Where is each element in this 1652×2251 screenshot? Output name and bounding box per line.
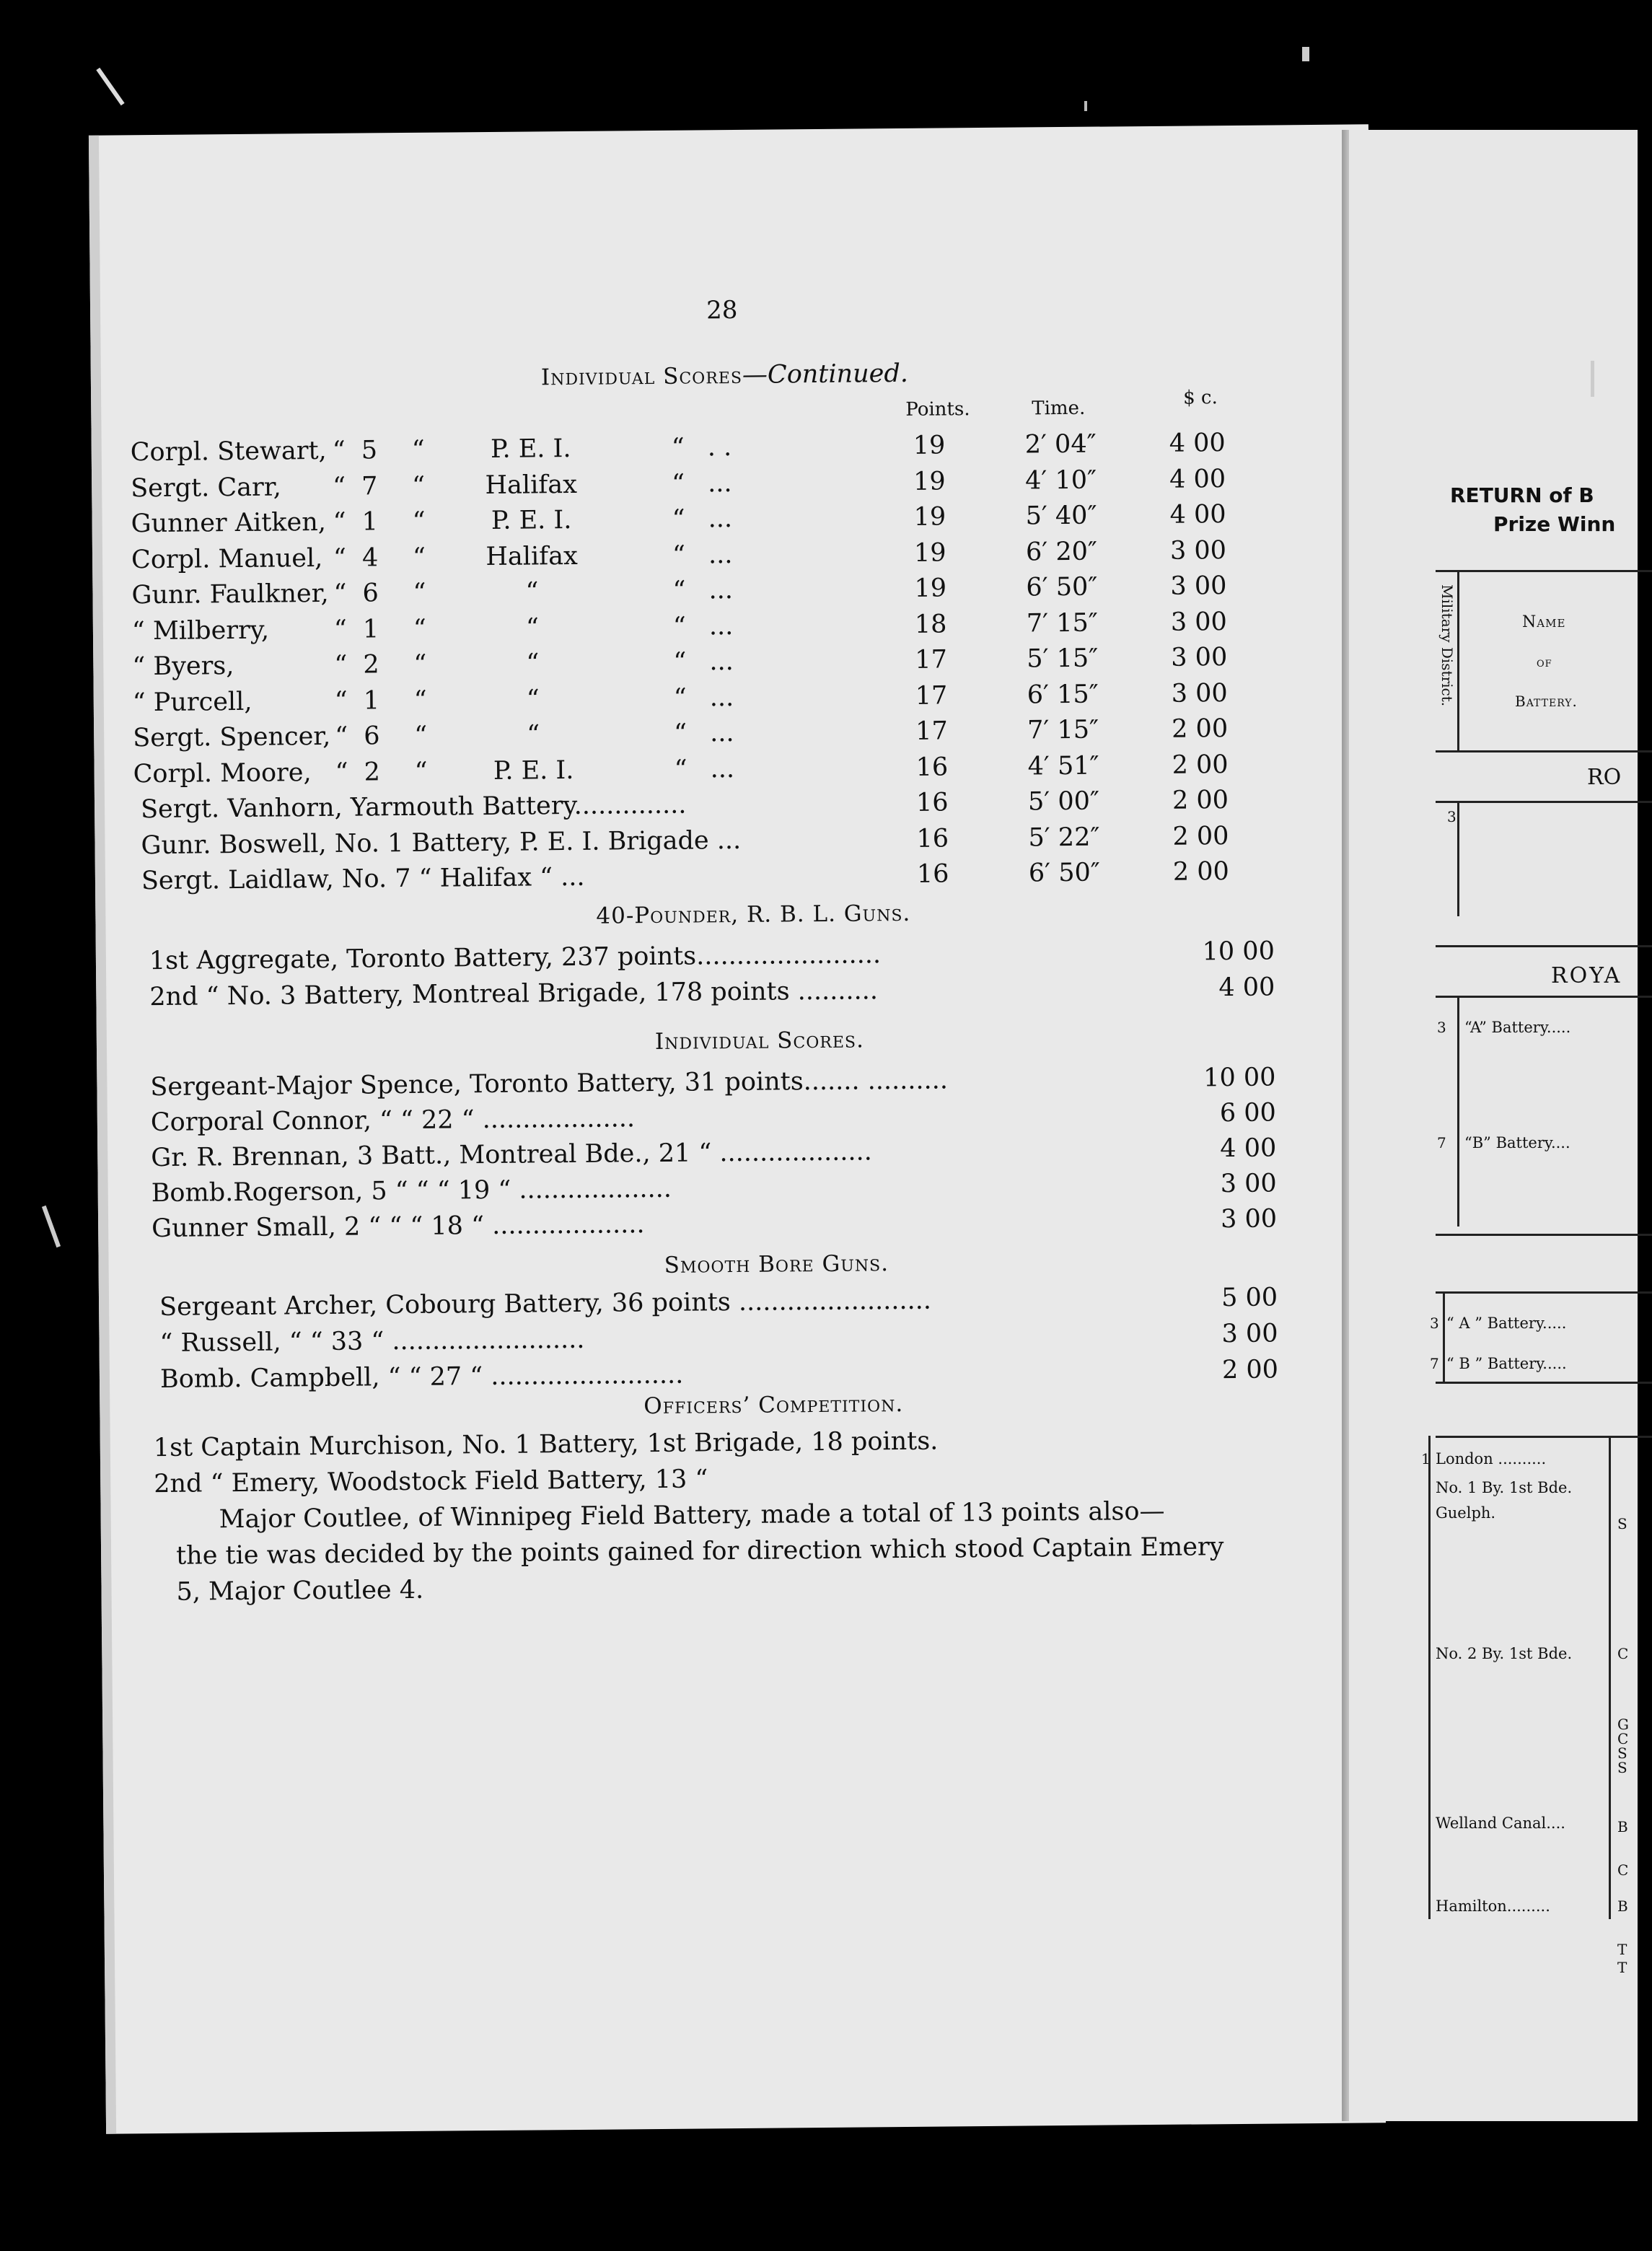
- row-time: 5′ 22″: [1028, 822, 1100, 852]
- prize-row: [109, 1283, 1335, 1326]
- row-time: 6′ 15″: [1027, 680, 1099, 709]
- row-prize: 2 00: [1172, 821, 1229, 851]
- row-battery-number: 4: [361, 543, 379, 573]
- smooth-heading: Smooth Bore Guns.: [664, 1250, 889, 1278]
- section-roya: ROYA: [1551, 963, 1622, 988]
- edge-letter: C: [1617, 1730, 1629, 1747]
- dollars-column-header: $ c.: [1183, 387, 1218, 409]
- table-top-rule: [1436, 570, 1652, 572]
- left-page: [89, 124, 1386, 2133]
- right-row-label: Welland Canal....: [1436, 1815, 1565, 1832]
- row-prize: 4 00: [1220, 1133, 1277, 1164]
- ditto-mark: “: [334, 650, 348, 680]
- row-place: “: [526, 684, 540, 714]
- right-row: [1349, 1450, 1638, 1472]
- right-row-num: 3: [1430, 1315, 1439, 1332]
- ditto-mark: “: [333, 472, 346, 501]
- row-points: 19: [913, 431, 946, 460]
- ditto-mark: “: [414, 757, 428, 786]
- row-name: Corpl. Stewart,: [130, 436, 327, 468]
- row-text: Gunner Small, 2 “ “ “ 18 “ ...................: [151, 1210, 645, 1244]
- scratch-mark: [42, 1206, 61, 1247]
- row-place: P. E. I.: [493, 755, 574, 786]
- row-points: 16: [916, 823, 949, 854]
- row-prize: 3 00: [1171, 643, 1228, 672]
- right-row-label: “A” Battery.....: [1464, 1019, 1571, 1036]
- right-row-num: 1: [1421, 1450, 1431, 1467]
- row-battery-number: 5: [361, 436, 378, 465]
- ditto-mark: “: [335, 758, 348, 787]
- page-number: 28: [706, 295, 738, 325]
- edge-letter: G: [1617, 1716, 1629, 1733]
- scratch-mark: [1591, 361, 1594, 397]
- right-row-label: Hamilton.........: [1436, 1897, 1550, 1915]
- ditto-mark: “: [333, 615, 348, 644]
- right-row-label: “ B ” Battery.....: [1446, 1355, 1567, 1372]
- ditto-mark: “: [334, 686, 348, 716]
- row-battery-number: 1: [362, 614, 379, 644]
- score-row: [105, 856, 1332, 900]
- row-prize: 2 00: [1221, 1355, 1279, 1385]
- officers-line-1: 1st Captain Murchison, No. 1 Battery, 1st Brigade, 18 points.: [153, 1426, 939, 1463]
- right-row-label: No. 2 By. 1st Bde.: [1436, 1645, 1573, 1662]
- section-heading: [541, 359, 908, 391]
- edge-letter: B: [1617, 1897, 1628, 1915]
- right-row-label: No. 1 By. 1st Bde.: [1436, 1479, 1573, 1496]
- row-prize: 4 00: [1169, 429, 1226, 458]
- row-time: 4′ 51″: [1027, 751, 1099, 781]
- leader-dots: ...: [709, 647, 734, 677]
- row-points: 19: [913, 537, 946, 568]
- row-prize: 4 00: [1169, 464, 1226, 494]
- row-text: Corporal Connor, “ “ 22 “ ...................: [150, 1104, 636, 1138]
- leader-dots: ...: [708, 576, 734, 605]
- row-prize: 3 00: [1169, 535, 1227, 566]
- scratch-mark: [1302, 47, 1309, 61]
- name-header-2: of: [1537, 655, 1552, 670]
- officers-heading: Officers’ Competition.: [643, 1391, 904, 1420]
- row-points: 19: [913, 502, 946, 532]
- edge-letter: S: [1617, 1745, 1627, 1762]
- leader-dots: ...: [709, 683, 734, 712]
- officers-para-2: the tie was decided by the points gained for direction which stood Captain Emery: [175, 1532, 1224, 1571]
- right-page: [1349, 130, 1638, 2121]
- row-battery-number: 2: [363, 650, 379, 680]
- edge-letter: C: [1617, 1861, 1629, 1879]
- right-row: [1349, 1815, 1638, 1836]
- section-ro-num: 3: [1447, 808, 1457, 825]
- row-prize: 6 00: [1219, 1098, 1277, 1128]
- row-text: 2nd “ No. 3 Battery, Montreal Brigade, 178 points ..........: [149, 976, 879, 1012]
- row-time: 5′ 15″: [1027, 644, 1099, 674]
- ditto-mark: “: [673, 683, 687, 713]
- ditto-mark: “: [413, 578, 426, 607]
- row-prize: 4 00: [1218, 973, 1275, 1003]
- row-place: P. E. I.: [490, 434, 571, 464]
- row-battery-number: 6: [364, 721, 380, 751]
- right-row: [1349, 1897, 1638, 1919]
- ditto-mark: “: [672, 576, 686, 605]
- row-prize: 2 00: [1172, 750, 1229, 780]
- ditto-mark: “: [674, 719, 687, 748]
- prize-row: [110, 1355, 1336, 1398]
- edge-letter: B: [1617, 1818, 1628, 1835]
- right-row-label: London ..........: [1436, 1450, 1547, 1467]
- md-column-rule: [1457, 570, 1459, 750]
- rule-v-1: [1457, 801, 1459, 916]
- military-district-header: Military District.: [1438, 584, 1456, 707]
- row-prize: 2 00: [1172, 857, 1230, 887]
- points-column-header: Points.: [905, 398, 970, 421]
- row-time: 5′ 00″: [1027, 786, 1100, 817]
- heading-main: Individual Scores: [540, 362, 743, 391]
- ditto-mark: “: [413, 685, 427, 715]
- right-row-label: Guelph.: [1436, 1504, 1496, 1522]
- ditto-mark: “: [335, 721, 348, 751]
- ditto-mark: “: [333, 507, 346, 537]
- row-text: Sergeant-Major Spence, Toronto Battery, 31 points....... ..........: [150, 1066, 949, 1102]
- leader-dots: ...: [708, 504, 733, 534]
- row-name: “ Purcell,: [132, 687, 252, 717]
- ditto-mark: “: [672, 504, 685, 534]
- row-name: Sergt. Carr,: [131, 472, 281, 503]
- rule-2: [1436, 945, 1652, 947]
- row-text: Sergt. Laidlaw, No. 7 “ Halifax “ ...: [141, 862, 585, 896]
- ditto-mark: “: [333, 543, 347, 573]
- row-prize: 3 00: [1221, 1204, 1278, 1234]
- officers-line-2: 2nd “ Emery, Woodstock Field Battery, 13 “: [154, 1465, 708, 1499]
- row-text: Bomb.Rogerson, 5 “ “ “ 19 “ ...................: [151, 1174, 672, 1208]
- officers-para-3: 5, Major Coutlee 4.: [176, 1575, 424, 1607]
- time-column-header: Time.: [1032, 397, 1086, 420]
- leader-dots: ...: [710, 719, 734, 748]
- row-time: 6′ 50″: [1026, 572, 1098, 602]
- row-prize: 5 00: [1221, 1283, 1278, 1313]
- rule-3: [1436, 996, 1652, 998]
- row-time: 7′ 15″: [1027, 715, 1099, 745]
- right-row: [1349, 1315, 1638, 1336]
- name-header-3: Battery.: [1515, 693, 1578, 710]
- scratch-mark: [1084, 101, 1087, 111]
- right-row-label: “ A ” Battery.....: [1446, 1315, 1567, 1332]
- ditto-mark: “: [412, 506, 426, 536]
- leader-dots: ...: [708, 540, 733, 569]
- name-header-1: Name: [1522, 613, 1566, 631]
- right-row: [1349, 1134, 1638, 1156]
- ditto-mark: “: [412, 471, 426, 501]
- row-place: “: [527, 720, 540, 750]
- row-place: “: [525, 577, 539, 607]
- right-row-label: “B” Battery....: [1464, 1134, 1570, 1151]
- ditto-mark: “: [333, 579, 347, 608]
- ditto-mark: “: [411, 435, 425, 465]
- ditto-mark: “: [412, 543, 426, 572]
- edge-letter: S: [1617, 1759, 1627, 1776]
- row-text: 1st Aggregate, Toronto Battery, 237 points.......................: [149, 940, 882, 976]
- right-row: [1349, 1504, 1638, 1526]
- rule-7: [1436, 1436, 1652, 1438]
- row-name: Sergt. Spencer,: [133, 721, 331, 753]
- row-prize: 3 00: [1220, 1169, 1277, 1199]
- row-time: 6′ 50″: [1028, 858, 1101, 888]
- row-prize: 2 00: [1172, 714, 1229, 744]
- ditto-mark: “: [671, 433, 685, 462]
- row-battery-number: 6: [362, 579, 379, 608]
- row-name: “ Byers,: [132, 651, 234, 682]
- rule-1: [1436, 801, 1652, 803]
- row-points: 19: [913, 466, 946, 496]
- row-name: Corpl. Manuel,: [131, 543, 323, 574]
- right-row-num: 7: [1437, 1134, 1446, 1151]
- row-time: 6′ 20″: [1025, 537, 1098, 566]
- row-text: Gunr. Boswell, No. 1 Battery, P. E. I. Brigade ...: [141, 825, 742, 860]
- row-text: Gr. R. Brennan, 3 Batt., Montreal Bde., 21 “ ...................: [151, 1137, 872, 1173]
- scratch-mark: [96, 68, 124, 106]
- row-text: Sergt. Vanhorn, Yarmouth Battery..............: [140, 790, 687, 825]
- edge-letter: C: [1617, 1645, 1629, 1662]
- right-row: [1349, 1479, 1638, 1501]
- pounder-heading: 40-Pounder, R. B. L. Guns.: [596, 900, 911, 929]
- leader-dots: ...: [708, 611, 734, 641]
- row-time: 7′ 15″: [1026, 608, 1099, 638]
- row-place: “: [525, 613, 540, 643]
- row-points: 18: [914, 609, 947, 639]
- row-prize: 10 00: [1203, 1063, 1276, 1093]
- rule-6: [1436, 1382, 1652, 1384]
- row-place: Halifax: [485, 470, 578, 500]
- right-row-num: 3: [1437, 1019, 1446, 1036]
- row-place: “: [526, 649, 540, 678]
- prize-row: [106, 973, 1332, 1016]
- right-title-2: Prize Winn: [1493, 512, 1616, 536]
- ditto-mark: “: [672, 469, 685, 499]
- leader-dots: ...: [710, 754, 735, 784]
- ditto-mark: “: [673, 647, 687, 677]
- individual-heading: Individual Scores.: [654, 1027, 865, 1055]
- row-place: Halifax: [486, 541, 578, 571]
- table-header-rule: [1436, 750, 1652, 752]
- prize-row: [109, 1319, 1335, 1362]
- edge-letter: S: [1617, 1515, 1627, 1532]
- row-prize: 3 00: [1170, 607, 1227, 637]
- row-time: 2′ 04″: [1024, 429, 1097, 460]
- row-name: “ Milberry,: [131, 615, 270, 646]
- row-time: 5′ 40″: [1025, 501, 1097, 531]
- row-prize: 3 00: [1170, 571, 1227, 601]
- row-prize: 3 00: [1171, 678, 1228, 708]
- row-prize: 4 00: [1169, 500, 1226, 530]
- right-row: [1349, 1355, 1638, 1377]
- ditto-mark: “: [332, 436, 346, 465]
- row-text: Sergeant Archer, Cobourg Battery, 36 points ........................: [159, 1286, 932, 1322]
- leader-dots: . .: [707, 433, 732, 462]
- row-prize: 3 00: [1221, 1319, 1278, 1349]
- right-row-num: 7: [1430, 1355, 1439, 1372]
- row-points: 16: [915, 788, 949, 817]
- row-points: 17: [915, 645, 948, 675]
- edge-letter: T: [1617, 1941, 1627, 1958]
- heading-continued: —Continued.: [742, 359, 909, 390]
- edge-letter: T: [1617, 1959, 1627, 1976]
- row-battery-number: 1: [363, 685, 380, 715]
- row-points: 19: [914, 574, 947, 603]
- row-name: Gunner Aitken,: [131, 507, 327, 539]
- row-points: 16: [915, 752, 949, 782]
- section-ro: RO: [1587, 765, 1622, 790]
- rule-5: [1436, 1291, 1652, 1294]
- row-name: Corpl. Moore,: [133, 758, 312, 789]
- row-prize: 10 00: [1202, 936, 1275, 967]
- row-points: 16: [916, 859, 949, 889]
- ditto-mark: “: [414, 721, 428, 750]
- ditto-mark: “: [674, 755, 687, 784]
- ditto-mark: “: [413, 649, 427, 679]
- ditto-mark: “: [672, 540, 686, 570]
- row-text: Bomb. Campbell, “ “ 27 “ ........................: [159, 1360, 684, 1394]
- right-title-1: RETURN of B: [1450, 483, 1594, 507]
- row-battery-number: 1: [361, 507, 379, 537]
- row-time: 4′ 10″: [1024, 465, 1097, 495]
- rule-4: [1436, 1234, 1652, 1236]
- ditto-mark: “: [672, 612, 686, 641]
- right-row: [1349, 1645, 1638, 1667]
- right-row: [1349, 1019, 1638, 1040]
- row-battery-number: 7: [361, 471, 378, 501]
- row-prize: 2 00: [1172, 786, 1229, 815]
- row-points: 17: [915, 716, 948, 746]
- leader-dots: ...: [708, 468, 732, 498]
- prize-row: [108, 1204, 1335, 1247]
- ditto-mark: “: [413, 614, 427, 644]
- row-text: “ Russell, “ “ 33 “ ........................: [159, 1325, 585, 1358]
- row-place: P. E. I.: [491, 505, 572, 535]
- row-points: 17: [915, 680, 948, 711]
- row-name: Gunr. Faulkner,: [131, 579, 329, 610]
- row-battery-number: 2: [364, 757, 381, 786]
- officers-para-1: Major Coutlee, of Winnipeg Field Battery, made a total of 13 points also—: [219, 1496, 1165, 1535]
- prize-row: [106, 936, 1332, 980]
